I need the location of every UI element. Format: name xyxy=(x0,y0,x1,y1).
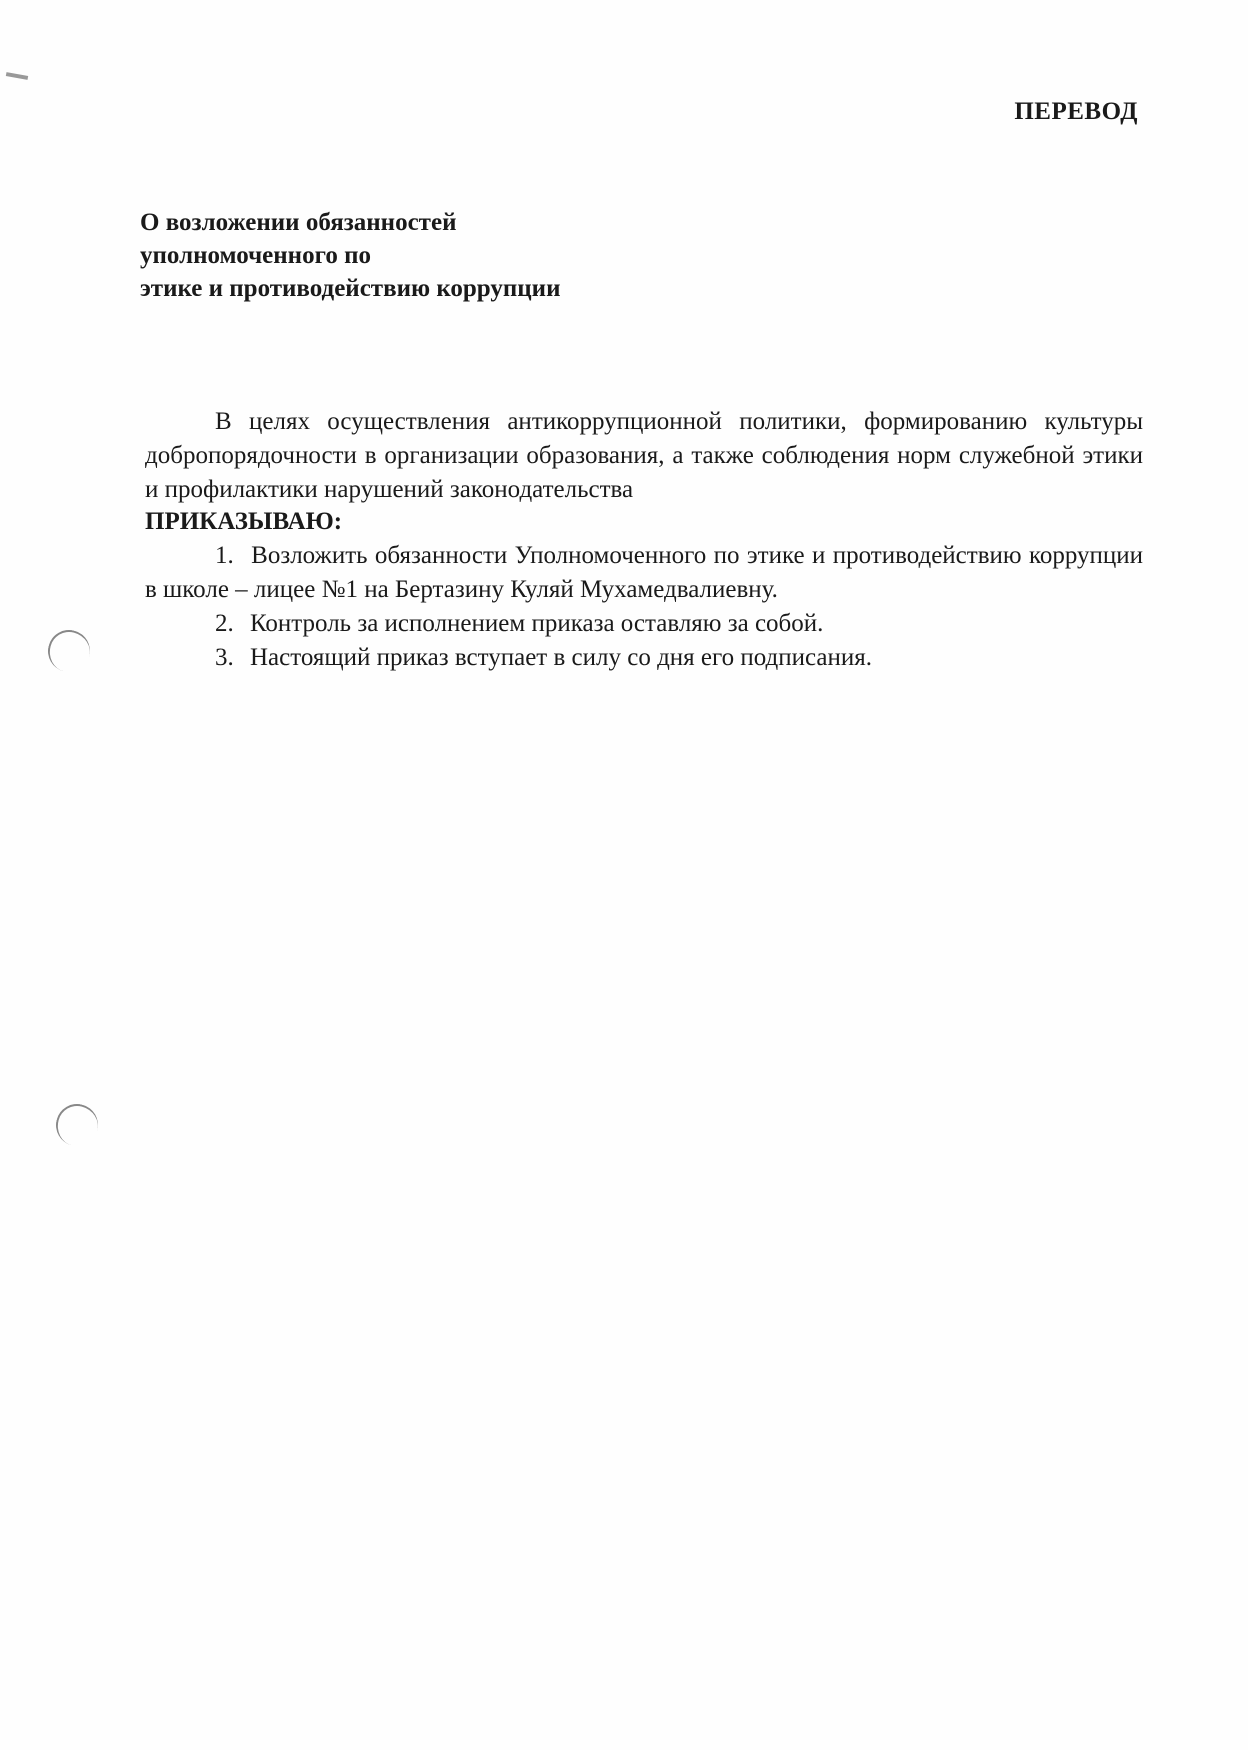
item-number: 2. xyxy=(215,610,234,637)
order-item xyxy=(145,641,1143,675)
item-text: Контроль за исполнением приказа оставляю за собой. xyxy=(250,610,824,637)
subject-line: О возложении обязанностей xyxy=(140,209,457,236)
translation-label: ПЕРЕВОД xyxy=(1014,98,1138,125)
item-text: Настоящий приказ вступает в силу со дня его подписания. xyxy=(250,644,873,671)
punch-hole-mark xyxy=(43,625,94,676)
punch-hole-mark xyxy=(51,1099,102,1150)
order-word: ПРИКАЗЫВАЮ: xyxy=(145,508,343,535)
order-subject xyxy=(140,206,561,305)
item-number: 1. xyxy=(215,542,234,569)
scan-artifact xyxy=(6,72,28,80)
subject-line: уполномоченного по xyxy=(140,242,371,269)
intro-text: В целях осуществления антикоррупционной политики, формированию культуры добропорядочности в организации образования, а также соблюдения норм служебной этики и профилактики нарушений законодательства xyxy=(145,408,1143,503)
item-text: Возложить обязанности Уполномоченного по этике и противодействию коррупции в школе – лицее №1 на Бертазину Куляй Мухамедвалиевну. xyxy=(145,542,1144,603)
order-body xyxy=(145,405,1143,675)
intro-paragraph xyxy=(145,405,1143,539)
order-item xyxy=(145,539,1143,607)
subject-line: этике и противодействию коррупции xyxy=(140,275,561,302)
item-number: 3. xyxy=(215,644,234,671)
order-item xyxy=(145,607,1143,641)
